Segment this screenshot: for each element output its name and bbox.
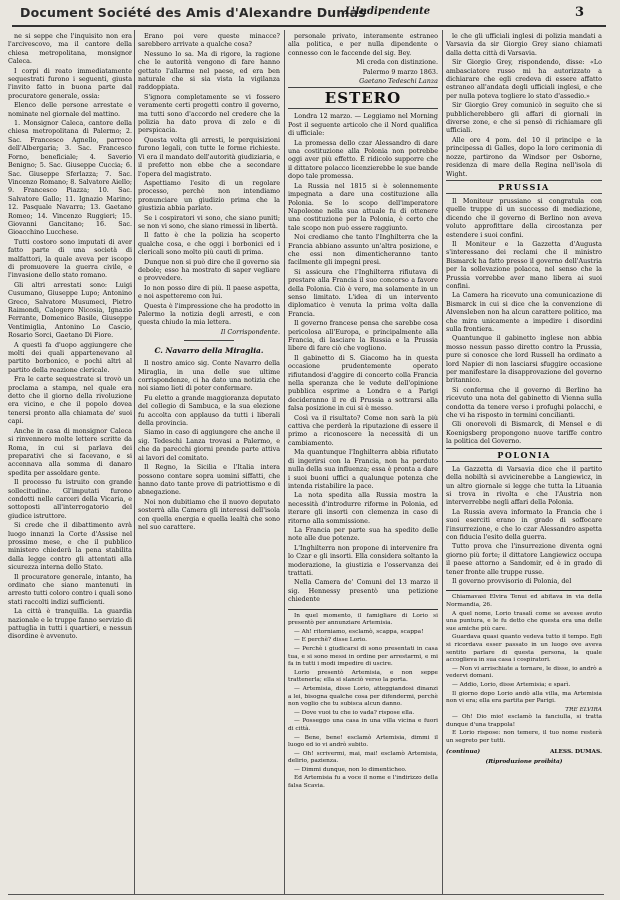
feuilleton-footer	[446, 749, 602, 757]
paragraph: Sir Giorgio Grey, rispondendo, disse: «Lo ambasciatore russo mi ha autorizzato a dichiarare che egli credeva di essere affatto estraneo all'andata degli ufficiali inglesi, e che per nulla poteva togliere lo stato d'assedio.»	[446, 58, 602, 100]
paragraph: La Russia aveva informato la Francia che i suoi eserciti erano in grado di soffocare l'insurrezione, e che lo czar Alessandro aspetta con fiducia l'esito della guerra.	[446, 507, 602, 541]
paragraph: A questi fa d'uopo aggiungere che molti dei quali appartenevano al partito borbonico, e pochi altri al partito della reazione clericale.	[8, 340, 132, 374]
paragraph: — Dove vuoi tu che io vada? rispose ella.	[294, 709, 415, 716]
column-2-top-body	[138, 32, 280, 327]
letter-date: Palermo 9 marzo 1863.	[362, 67, 438, 76]
feuilleton-tag: TRE ELVIRA	[565, 706, 602, 713]
paragraph: Il gabinetto di S. Giacomo ha in questa occasione prudentemente operato rifiutandosi d'aggire di concerto colla Francia nella speranza che le vedute dell'opinione pubblica esprime a Londra e a Parigi decideranno il re di Prussia a sottrarsi alla falsa posizione in cui si è messo.	[288, 353, 438, 413]
paragraph: Questa è l'impressione che ha prodotto in Palermo la notizia degli arresti, e con questa chiudo la mia lettera.	[138, 301, 280, 327]
article-heading-navarro: C. Navarro della Miraglia.	[154, 346, 264, 356]
paragraph: — Dimmi dunque, non lo dimenticheo.	[294, 766, 407, 773]
paragraph: Si assicura che l'Inghilterra rifiutava di prestare alla Francia il suo concorso a favore della Polonia. Ciò è vero, ma solamente in un senso limitato. L'idea di un intervento diplomatico è venuta la prima volta dalla Francia.	[288, 267, 438, 318]
feuilleton-column-4-end	[446, 714, 602, 745]
paragraph: I corpi di reato immediatamente sequestrati furono i seguenti, giusta l'invito fatto in buona parte dal procuratore generale, ossia:	[8, 66, 132, 100]
paragraph: Il processo fu istruito con grande sollecitudine. Gl'imputati furono condotti nelle carceri della Vicaria, e sottoposti all'interrogatorio del giudice istruttore.	[8, 478, 132, 520]
paragraph: — Oh! Dio mio! esclamò la fanciulla, si tratta dunque d'una trappola!	[446, 714, 602, 728]
separator	[184, 340, 234, 341]
paragraph: La città è tranquilla. La guardia nazionale e le truppe fanno servizio di pattuglia in tutti i quartieri, e nessun disordine è avvenuto.	[8, 607, 132, 641]
feuilleton-rule	[446, 590, 602, 591]
paragraph: — Non vi arrischiate a tornare, le disse, io andrò a vedervi domani.	[446, 665, 602, 680]
prussia-body	[446, 197, 602, 446]
paragraph: La Gazzetta di Varsavia dice che il partito della nobiltà si avvicinerebbe a Langiewicz, in un altro giornale si legge che tutta la Lituania si trova in rivolta e che l'Austria non interverrebbe negli affari della Polonia.	[446, 464, 602, 507]
bottom-rule	[8, 894, 604, 895]
paragraph: Si crede che il dibattimento avrà luogo innanzi la Corte d'Assise nel prossimo mese, e che il pubblico ministero chiederà la pena stabilita dalla legge contro gli attentati alla sicurezza interna dello Stato.	[8, 521, 132, 572]
paragraph: Questa volta gli arresti, le perquisizioni furono legali, con tutte le forme richieste. Vi era il mandato dell'autorità giudiziaria, e il prefetto non ebbe che a secondare l'opera del magistrato.	[138, 135, 280, 178]
letter-closing	[288, 32, 438, 76]
paragraph: — E perchè? disse Lorio.	[294, 637, 367, 644]
paragraph: Così va il risultato? Come non sarà la più cattiva che perderà la riputazione di essere il primo a riconoscere la necessità di un cambiamento.	[288, 413, 438, 447]
feuilleton-continua: (continua)	[446, 748, 481, 755]
paragraph: Ed Artemisia fu a voce il nome e l'indirizzo della falsa Scavia.	[288, 775, 438, 790]
paragraph: Il procuratore generale, intanto, ha ordinato che siano mantenuti in arresto tutti coloro contro i quali sono stati raccolti indizi sufficienti.	[8, 572, 132, 606]
feuilleton-column-3	[288, 613, 438, 791]
paragraph: E Lorio rispose: non temere, il tuo nome resterà un segreto per tutti.	[446, 730, 602, 745]
paragraph: — Perchè i giudicarsi di sono presentati in casa tua, e si sono messi in ordine per arrestarmi, e mi fa in tutti i modi impedire di uscire.	[288, 645, 438, 668]
paragraph: Il Moniteur e la Gazzetta d'Augusta s'interessano dei reclami che il ministro Bismarck ha fatto presso il governo dell'Austria per la sollevazione polacca, nel senso che la Prussia vorrebbe aver mano libera ai suoi confini.	[446, 239, 602, 290]
paragraph: Fu eletto a grande maggioranza deputato del collegio di Sambuca, e la sua elezione fu accolta con applauso da tutti i liberali della provincia.	[138, 393, 280, 428]
column-divider	[134, 30, 135, 894]
letter-courtesy: Mi creda con distinzione.	[356, 58, 438, 67]
paragraph: Noi non dubitiamo che il nuovo deputato sosterrà alla Camera gli interessi dell'isola con quella energia e quella lealtà che sono nel suo carattere.	[138, 497, 280, 531]
column-4-top-body	[446, 32, 602, 178]
paragraph: La nota spedita alla Russia mostra la necessità d'introdurre riforme in Polonia, ed iterare gli insorti con clemenza in caso di ritorno alla sommissione.	[288, 491, 438, 525]
paragraph: Londra 12 marzo. — Leggiamo nel Morning Post il seguente articolo che il Nord qualifica di ufficiale:	[288, 112, 438, 138]
column-1-body	[8, 32, 132, 641]
paragraph: Sir Giorgio Grey comunicò in seguito che si pubblicherebbero gli affari di giornali in diverse zone, e che si pensò di richiamare gli ufficiali.	[446, 101, 602, 135]
paragraph: Alle ore 4 pom. del 10 il principe e la principessa di Galles, dopo la loro cerimonia di nozze, partirono da Windsor per Osborne, residenza di mare della Regina nell'isola di Wight.	[446, 135, 602, 178]
letter-text: personale privato, interamente estraneo alla politica, e per nulla dipendente o connesso con le faccende del sig. Bey.	[288, 32, 438, 57]
feuilleton-rule	[288, 609, 438, 610]
paragraph: S'ignora completamente se vi fossero veramente certi progetti contro il governo, ma tutti sono d'accordo nel credere che la polizia ha dato prova di zelo e di perspicacia.	[138, 92, 280, 135]
feuilleton-author: ALESS. DUMAS.	[549, 748, 602, 755]
paragraph: Guardava quasi quanto vedeva tutto il tempo. Egli si ricordava esser passato in un luogo ove aveva sentito parlare di questa persona, la quale accoglieva in sua casa i cospiratori.	[446, 634, 602, 664]
paragraph: La Francia per parte sua ha spedito delle note alle due potenze.	[288, 525, 438, 543]
paragraph: — Artemisia, disse Lorio, atteggiandosi dinanzi a lei, bisogna qualche cosa per difendermi, perchè non voglio che tu subisca alcun danno.	[288, 685, 438, 708]
section-title-estero: ESTERO	[288, 87, 438, 109]
paragraph: Tutto prova che l'insurrezione diventa ogni giorno più forte; il dittatore Langiewicz occupa il paese attorno a Sandomir, ed è in grado di tener fronte alle truppe russe.	[446, 542, 602, 576]
paragraph: Il fatto è che la polizia ha scoperto qualche cosa, e che oggi i borbonici ed i clericali sono molto più cauti di prima.	[138, 231, 280, 257]
paragraph: Chiamavasi Elvira Tenui ed abitava in via della Normandia, 26.	[446, 594, 602, 608]
paragraph: le che gli ufficiali inglesi di polizia mandati a Varsavia da sir Giorgio Grey siano chiamati dalla detta città di Varsavia.	[446, 32, 602, 57]
column-divider	[442, 30, 443, 894]
polonia-body	[446, 465, 602, 586]
paragraph: Nessuno lo sa. Ma di rigore, la ragione che le autorità vengono di fare hanno gettato l'allarme nel paese, ed era ben naturale che si sia vista la vigilanza raddoppiata.	[138, 49, 280, 92]
column-2	[138, 32, 280, 894]
section-title-polonia: POLONIA	[446, 448, 602, 462]
correspondent-signature: Il Corrispondente.	[220, 327, 280, 336]
paragraph: Anche in casa di monsignor Caleca si rinvennero molte lettere scritte da Roma, in cui si parlava dei preparativi che si facevano, e si accennava alla somma di danaro spedita per assoldare gente.	[8, 426, 132, 477]
paragraph: Ma quantunque l'Inghilterra abbia rifiutato di ingerirsi con la Francia, non ha perduto nulla della sua influenza; essa è pronta a dare i suoi buoni uffici a qualunque potenza che intenda ristabilire la pace.	[288, 448, 438, 490]
paragraph: — Oh! scrivermi, mai, mai! esclamò Artemisia, delirio, pazienza.	[288, 750, 438, 765]
estero-body	[288, 112, 438, 603]
paragraph: — Posseggo una casa in una villa vicina e fuori di città.	[288, 718, 438, 732]
reproduction-notice: (Riproduzione proibita)	[485, 759, 563, 766]
paragraph: Fra le carte sequestrate si trovò un proclama a stampa, nel quale era detto che il giorno della rivoluzione era vicino, e che il popolo dovea tenersi pronto alla chiamata de' suoi capi.	[8, 375, 132, 426]
paragraph: L'Inghilterra non propone di intervenire fra lo Czar e gli insorti. Ella considera soltanto la moderazione, la giustizia e l'osservanza dei trattati.	[288, 543, 438, 577]
paragraph: Il giorno dopo Lorio andò alla villa, ma Artemisia non vi era; ella era partita per Parigi.	[446, 690, 602, 705]
column-3	[288, 32, 438, 894]
page-number: 3	[574, 5, 584, 20]
header-rule	[12, 25, 606, 27]
column-divider	[284, 30, 285, 894]
paragraph: Nella Camera de' Comuni del 13 marzo il sig. Hennessy presentò una petizione chiedente	[288, 578, 438, 604]
paragraph: Elenco delle persone arrestate e nominate nel giornale del mattino.	[8, 101, 132, 118]
paragraph: Noi crediamo che tanto l'Inghilterra che la Francia abbiano assunto un'altra posizione, e che essi non dimenticheranno tanto facilmente gli impegni presi.	[288, 233, 438, 267]
paragraph: 1. Monsignor Caleca, cantore della chiesa metropolitana di Palermo; 2. Sac. Francesco Agnello, parroco dell'Albergaria; 3. Sac. Francesco Forno, beneficiale; 4. Saverio Benigno; 5. Sac. Giuseppe Cuccia; 6. Sac. Giuseppe Sferlazza; 7. Sac. Vincenzo Romano; 8. Salvatore Aiello; 9. Francesco Piazza; 10. Sac. Salvatore Gallo; 11. Ignazio Marino; 12. Pasquale Navarra; 13. Gaetano Romeo; 14. Vincenzo Ruggieri; 15. Giovanni Gancitano; 16. Sac. Gioacchino Lucchese.	[8, 119, 132, 237]
feuilleton-column-4	[446, 594, 602, 705]
column-2-bottom-body	[138, 359, 280, 531]
section-title-prussia: PRUSSIA	[446, 180, 602, 194]
paragraph: In quel momento, il famigliare di Lorio si presentò per annunziare Artemisia.	[288, 612, 438, 627]
paragraph: Erano poi vere queste minacce? sarebbero arrivate a qualche cosa?	[138, 32, 280, 49]
paragraph: Gli onorevoli di Bismarck, di Mensel e di Koenigsberg propongono nuove tariffe contro la politica del Governo.	[446, 420, 602, 446]
newspaper-masthead: L'Indipendente	[345, 6, 431, 17]
paragraph: Siamo in caso di aggiungere che anche il sig. Tedeschi Lanza trovasi a Palermo, e che da parecchi giorni prende parte attiva ai lavori del comitato.	[138, 428, 280, 462]
paragraph: A quel nome, Lorio trasalì come se avesse avuto una puntura, e le fu detto che questa era una delle sue amiche più care.	[446, 610, 602, 632]
paragraph: Tutti costoro sono imputati di aver fatto parte di una società di malfattori, la quale aveva per iscopo di promuovere la guerra civile, e l'invasione dello stato romano.	[8, 237, 132, 280]
paragraph: La promessa dello czar Alessandro di dare una costituzione alla Polonia non potrebbe oggi aver più effetto. È ridicolo supporre che il dittatore polacco licenzierebbe le sue bande dopo tale promessa.	[288, 138, 438, 181]
letter-signature: Gaetano Tedeschi Lanza	[359, 77, 438, 86]
paragraph: Quantunque il gabinetto inglese non abbia mosso nessun passo diretto contro la Prussia, pure si conosce che lord Russell ha ordinato a lord Napier di non lasciarsi sfuggire occasione per manifestare la disapprovazione del governo britannico.	[446, 334, 602, 385]
watermark-banner: Document Société des Amis d'Alexandre Dumas	[20, 5, 366, 20]
paragraph: Aspettiamo l'esito di un regolare processo, perchè non intendiamo pronunciare un giudizio prima che la giustizia abbia parlato.	[138, 178, 280, 213]
paragraph: La Camera ha ricevuto una comunicazione di Bismarck in cui si dice che la convenzione di Alvensleben non ha alcun carattere politico, ma che mira unicamente a impedire i disordini sulla frontiera.	[446, 291, 602, 333]
paragraph: Il Moniteur prussiano si congratula con quelle truppe di un successo di mediazione, dicendo che il governo di Berlino non aveva voluto approfittare della circostanza per estendere i suoi confini.	[446, 196, 602, 239]
paragraph: Dunque non si può dire che il governo sia debole; esso ha mostrato di saper vegliare e provvedere.	[138, 257, 280, 283]
paragraph: Il nostro amico sig. Conte Navarro della Miraglia, in una delle sue ultime corrispondenze, ci ha dato una notizia che noi siamo lieti di poter confermare.	[138, 359, 280, 393]
paragraph: Se i cospiratori vi sono, che siano puniti; se non vi sono, che siano rimessi in libertà.	[138, 213, 280, 230]
paragraph: — Addio, Lorio, disse Artemisia; e sparì.	[452, 681, 571, 688]
paragraph: Si conferma che il governo di Berlino ha ricevuto una nota del gabinetto di Vienna sulla condotta da tenere verso i profughi polacchi, e che vi ha risposto in termini concilianti.	[446, 385, 602, 420]
paragraph: — Bene, bene! esclamò Artemisia, dimmi il luogo ed io vi andrò subito.	[288, 734, 438, 749]
column-1	[8, 32, 132, 894]
paragraph: La Russia nel 1815 si è solennemente impegnata a dare una costituzione alla Polonia. Se lo scopo dell'imperatore Napoleone nella sua attuale fu di ottenere una costituzione per la Polonia, è certo che tale scopo non può essere raggiunto.	[288, 181, 438, 232]
paragraph: Lorio presentò Artemisia, e non seppe trattenerla; ella si slanciò verso la porta.	[288, 669, 438, 684]
paragraph: Il governo provvisorio di Polonia, del	[452, 576, 572, 585]
paragraph: Io non posso dire di più. Il paese aspetta, e noi aspetteremo con lui.	[138, 283, 280, 301]
column-4	[446, 32, 602, 894]
paragraph: — Ah! ritorniamo, esclamò, scappa, scappa!	[294, 628, 424, 635]
paragraph: Il governo francese pensa che sarebbe cosa pericolosa all'Europa, e principalmente alla Francia, di lasciare la Russia e la Prussia libere di fare ciò che vogliono.	[288, 319, 438, 353]
paragraph: Gli altri arrestati sono: Luigi Cusumano, Giuseppe Lupo; Antonino Greco, Salvatore Musumeci, Pietro Raimondi, Calogero Nicosia, Ignazio Ferrante, Domenico Basile, Giuseppe Ventimiglia, Antonino Lo Cascio, Rosario Sorci, Gaetano Di Fiore.	[8, 280, 132, 340]
paragraph: Il Regno, la Sicilia e l'Italia intera possono contare sopra uomini siffatti, che hanno dato tante prove di patriottismo e di abnegazione.	[138, 463, 280, 497]
paragraph: ne si seppe che l'inquisito non era l'arcivescovo, ma il cantore della chiesa metropolitana, monsignor Caleca.	[8, 32, 132, 66]
